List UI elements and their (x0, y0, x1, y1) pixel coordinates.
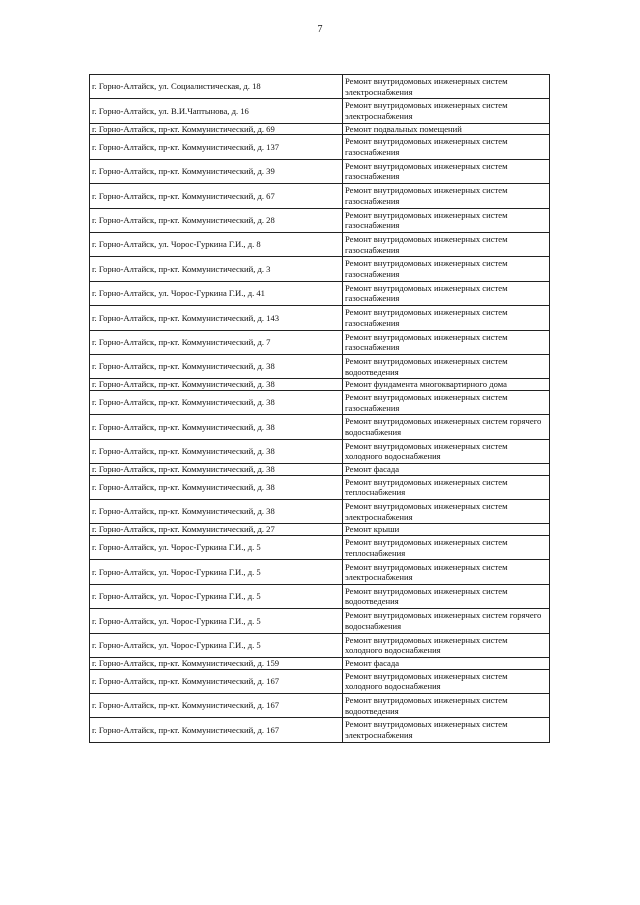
table-row (90, 633, 550, 657)
address-cell: г. Горно-Алтайск, ул. Чорос-Гуркина Г.И., д. 5 (90, 633, 343, 657)
address-cell: г. Горно-Алтайск, пр-кт. Коммунистический, д. 7 (90, 330, 343, 354)
work-type-cell: Ремонт внутридомовых инженерных систем газоснабжения (343, 232, 550, 256)
address-cell: г. Горно-Алтайск, ул. Чорос-Гуркина Г.И., д. 5 (90, 584, 343, 608)
work-type-cell: Ремонт внутридомовых инженерных систем электроснабжения (343, 718, 550, 742)
address-cell: г. Горно-Алтайск, пр-кт. Коммунистический, д. 143 (90, 306, 343, 330)
table-row (90, 500, 550, 524)
work-type-cell: Ремонт внутридомовых инженерных систем горячего водоснабжения (343, 415, 550, 439)
work-type-cell: Ремонт внутридомовых инженерных систем газоснабжения (343, 390, 550, 414)
work-type-cell: Ремонт внутридомовых инженерных систем газоснабжения (343, 257, 550, 281)
address-cell: г. Горно-Алтайск, пр-кт. Коммунистический, д. 38 (90, 475, 343, 499)
work-type-cell: Ремонт внутридомовых инженерных систем газоснабжения (343, 159, 550, 183)
work-type-cell: Ремонт внутридомовых инженерных систем газоснабжения (343, 330, 550, 354)
address-cell: г. Горно-Алтайск, пр-кт. Коммунистический, д. 167 (90, 669, 343, 693)
work-type-cell: Ремонт внутридомовых инженерных систем электроснабжения (343, 99, 550, 123)
table-row (90, 123, 550, 135)
work-type-cell: Ремонт внутридомовых инженерных систем газоснабжения (343, 281, 550, 305)
address-cell: г. Горно-Алтайск, ул. Чорос-Гуркина Г.И., д. 5 (90, 536, 343, 560)
table-row (90, 330, 550, 354)
address-cell: г. Горно-Алтайск, пр-кт. Коммунистический, д. 39 (90, 159, 343, 183)
address-cell: г. Горно-Алтайск, ул. Чорос-Гуркина Г.И., д. 5 (90, 609, 343, 633)
table-row (90, 609, 550, 633)
address-cell: г. Горно-Алтайск, пр-кт. Коммунистический, д. 38 (90, 354, 343, 378)
table-row (90, 208, 550, 232)
table-row (90, 693, 550, 717)
work-type-cell: Ремонт внутридомовых инженерных систем теплоснабжения (343, 536, 550, 560)
work-type-cell: Ремонт фасада (343, 464, 550, 476)
table-row (90, 718, 550, 742)
address-cell: г. Горно-Алтайск, ул. Чорос-Гуркина Г.И., д. 5 (90, 560, 343, 584)
address-cell: г. Горно-Алтайск, пр-кт. Коммунистический, д. 38 (90, 464, 343, 476)
table-row (90, 669, 550, 693)
work-type-cell: Ремонт внутридомовых инженерных систем холодного водоснабжения (343, 669, 550, 693)
work-type-cell: Ремонт внутридомовых инженерных систем электроснабжения (343, 75, 550, 99)
table-row (90, 584, 550, 608)
table-row (90, 159, 550, 183)
table-row (90, 536, 550, 560)
table-row (90, 657, 550, 669)
table-row (90, 464, 550, 476)
address-cell: г. Горно-Алтайск, пр-кт. Коммунистический, д. 69 (90, 123, 343, 135)
address-cell: г. Горно-Алтайск, ул. Чорос-Гуркина Г.И., д. 8 (90, 232, 343, 256)
table-row (90, 475, 550, 499)
table-row (90, 257, 550, 281)
address-cell: г. Горно-Алтайск, пр-кт. Коммунистический, д. 38 (90, 439, 343, 463)
work-type-cell: Ремонт подвальных помещений (343, 123, 550, 135)
address-cell: г. Горно-Алтайск, пр-кт. Коммунистический, д. 159 (90, 657, 343, 669)
address-cell: г. Горно-Алтайск, ул. В.И.Чаптынова, д. 16 (90, 99, 343, 123)
work-type-cell: Ремонт внутридомовых инженерных систем теплоснабжения (343, 475, 550, 499)
address-cell: г. Горно-Алтайск, пр-кт. Коммунистический, д. 38 (90, 500, 343, 524)
work-type-cell: Ремонт внутридомовых инженерных систем водоотведения (343, 354, 550, 378)
work-type-cell: Ремонт внутридомовых инженерных систем водоотведения (343, 693, 550, 717)
address-cell: г. Горно-Алтайск, пр-кт. Коммунистический, д. 67 (90, 184, 343, 208)
table-row (90, 390, 550, 414)
work-type-cell: Ремонт крыши (343, 524, 550, 536)
table-row (90, 306, 550, 330)
work-type-cell: Ремонт внутридомовых инженерных систем газоснабжения (343, 184, 550, 208)
address-cell: г. Горно-Алтайск, пр-кт. Коммунистический, д. 137 (90, 135, 343, 159)
address-cell: г. Горно-Алтайск, ул. Чорос-Гуркина Г.И., д. 41 (90, 281, 343, 305)
address-cell: г. Горно-Алтайск, пр-кт. Коммунистический, д. 3 (90, 257, 343, 281)
work-type-cell: Ремонт внутридомовых инженерных систем горячего водоснабжения (343, 609, 550, 633)
table-row (90, 281, 550, 305)
work-type-cell: Ремонт фасада (343, 657, 550, 669)
address-cell: г. Горно-Алтайск, пр-кт. Коммунистический, д. 38 (90, 390, 343, 414)
address-cell: г. Горно-Алтайск, пр-кт. Коммунистический, д. 27 (90, 524, 343, 536)
table-row (90, 232, 550, 256)
table-row (90, 99, 550, 123)
address-cell: г. Горно-Алтайск, пр-кт. Коммунистический, д. 167 (90, 693, 343, 717)
address-cell: г. Горно-Алтайск, пр-кт. Коммунистический, д. 38 (90, 379, 343, 391)
table-row (90, 560, 550, 584)
table-row (90, 415, 550, 439)
table-row (90, 379, 550, 391)
page-number: 7 (317, 24, 323, 35)
table-row (90, 75, 550, 99)
work-type-cell: Ремонт внутридомовых инженерных систем электроснабжения (343, 500, 550, 524)
table-row (90, 184, 550, 208)
work-type-cell: Ремонт фундамента многоквартирного дома (343, 379, 550, 391)
table-row (90, 135, 550, 159)
work-type-cell: Ремонт внутридомовых инженерных систем холодного водоснабжения (343, 439, 550, 463)
work-type-cell: Ремонт внутридомовых инженерных систем газоснабжения (343, 208, 550, 232)
work-type-cell: Ремонт внутридомовых инженерных систем электроснабжения (343, 560, 550, 584)
work-type-cell: Ремонт внутридомовых инженерных систем газоснабжения (343, 135, 550, 159)
table-row (90, 524, 550, 536)
table-row (90, 439, 550, 463)
work-type-cell: Ремонт внутридомовых инженерных систем водоотведения (343, 584, 550, 608)
table-row (90, 354, 550, 378)
repair-table (89, 74, 550, 743)
work-type-cell: Ремонт внутридомовых инженерных систем холодного водоснабжения (343, 633, 550, 657)
address-cell: г. Горно-Алтайск, пр-кт. Коммунистический, д. 167 (90, 718, 343, 742)
address-cell: г. Горно-Алтайск, ул. Социалистическая, д. 18 (90, 75, 343, 99)
repair-table-body (90, 75, 550, 743)
work-type-cell: Ремонт внутридомовых инженерных систем газоснабжения (343, 306, 550, 330)
address-cell: г. Горно-Алтайск, пр-кт. Коммунистический, д. 38 (90, 415, 343, 439)
address-cell: г. Горно-Алтайск, пр-кт. Коммунистический, д. 28 (90, 208, 343, 232)
